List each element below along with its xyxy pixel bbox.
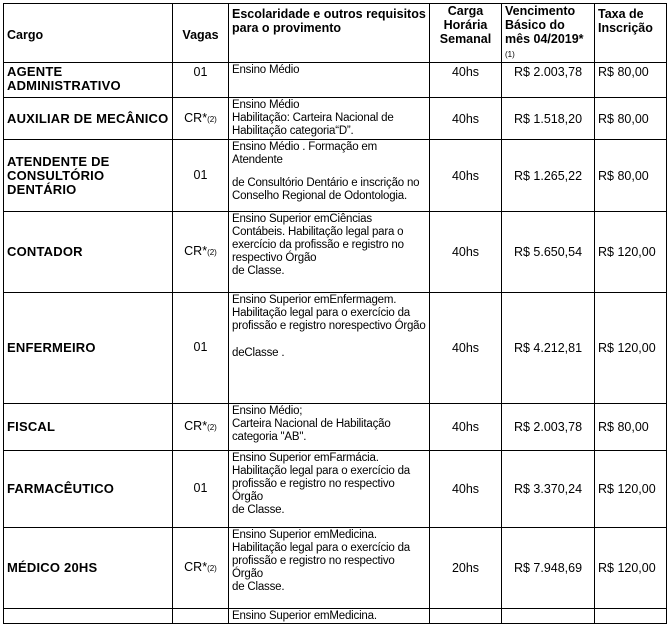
requisito-line: Ensino Superior emFarmácia. (232, 452, 379, 464)
cell-requisitos (229, 98, 430, 140)
requisito-line: Carteira Nacional de Habilitação categoria "AB". (232, 418, 391, 443)
cell-carga: 40hs (430, 212, 502, 293)
cell-cargo: ATENDENTE DE CONSULTÓRIO DENTÁRIO (4, 140, 173, 212)
vagas-note: (2) (207, 564, 217, 573)
header-vencimento-note: (1) (505, 50, 515, 59)
vagas-value: CR* (184, 110, 208, 125)
requisito-line: Ensino Superior emEnfermagem. Habilitação legal para o exercício da (232, 294, 410, 319)
header-cargo: Cargo (4, 4, 173, 63)
vagas-value: 01 (193, 481, 208, 495)
cell-requisitos (229, 212, 430, 293)
cell-vagas (173, 63, 229, 98)
requisito-line: de Classe. (232, 265, 285, 277)
cell-vagas (173, 140, 229, 212)
cell-vagas (173, 609, 229, 624)
vagas-value: CR* (184, 419, 208, 433)
cell-requisitos (229, 63, 430, 98)
requisito-line: Ensino Médio . Formação em Atendente (232, 141, 378, 166)
cell-vencimento: R$ 1.518,20 (502, 98, 595, 140)
requisito-line: Ensino Médio (232, 99, 300, 111)
requisito-line: Ensino Superior emCiências Contábeis. Habilitação legal para o exercício da profissão e registro no respectivo Órgão (232, 213, 404, 264)
cell-vencimento (502, 609, 595, 624)
cell-carga: 20hs (430, 528, 502, 609)
table-row (4, 140, 667, 212)
cell-vagas (173, 98, 229, 140)
requisito-line: Ensino Superior emMedicina. (232, 529, 377, 541)
cell-cargo (4, 609, 173, 624)
cell-requisitos (229, 293, 430, 404)
requisito-line: profissão e registro norespectivo Órgão (232, 320, 426, 332)
cell-carga: 40hs (430, 293, 502, 404)
requisito-line: Ensino Médio (232, 64, 300, 76)
vagas-value: 01 (193, 340, 208, 354)
header-vencimento (502, 4, 595, 63)
cell-taxa (595, 609, 667, 624)
cell-vencimento: R$ 2.003,78 (502, 404, 595, 451)
header-carga: Carga Horária Semanal (430, 4, 502, 63)
cell-requisitos (229, 451, 430, 528)
requisito-line: Ensino Médio; (232, 405, 303, 417)
cell-vagas (173, 212, 229, 293)
cell-carga: 40hs (430, 451, 502, 528)
cell-carga: 40hs (430, 63, 502, 98)
cargos-table (3, 3, 667, 624)
header-vagas: Vagas (173, 4, 229, 63)
requisito-line: de Classe. (232, 504, 285, 516)
cell-taxa: R$ 120,00 (595, 212, 667, 293)
cell-taxa: R$ 80,00 (595, 404, 667, 451)
cell-taxa: R$ 80,00 (595, 63, 667, 98)
cell-cargo: FISCAL (4, 404, 173, 451)
requisito-line: Habilitação legal para o exercício da (232, 542, 410, 554)
cell-carga: 40hs (430, 404, 502, 451)
cell-vagas (173, 293, 229, 404)
requisito-line: deClasse . (232, 347, 285, 359)
requisito-line: Habilitação: Carteira Nacional de Habilitação categoria“D”. (232, 112, 394, 137)
vagas-note: (2) (207, 248, 217, 257)
header-vencimento-text: Vencimento Básico do mês 04/2019* (505, 4, 584, 46)
header-row (4, 4, 667, 63)
cell-taxa: R$ 120,00 (595, 293, 667, 404)
cell-taxa: R$ 80,00 (595, 98, 667, 140)
cell-cargo: MÉDICO 20HS (4, 528, 173, 609)
header-taxa: Taxa de Inscrição (595, 4, 667, 63)
requisito-line: Ensino Superior emMedicina. (232, 610, 377, 622)
requisito-line: Habilitação legal para o exercício da (232, 465, 410, 477)
cell-vencimento: R$ 5.650,54 (502, 212, 595, 293)
vagas-value: 01 (193, 65, 208, 79)
cell-taxa: R$ 120,00 (595, 451, 667, 528)
table-row (4, 609, 667, 624)
cell-taxa: R$ 80,00 (595, 140, 667, 212)
cell-vencimento: R$ 2.003,78 (502, 63, 595, 98)
cell-taxa: R$ 120,00 (595, 528, 667, 609)
table-row (4, 212, 667, 293)
cell-vagas (173, 528, 229, 609)
requisito-line: profissão e registro no respectivo Órgão (232, 478, 395, 503)
requisito-line: de Classe. (232, 581, 285, 593)
cell-requisitos (229, 528, 430, 609)
cell-cargo: AUXILIAR DE MECÂNICO (4, 98, 173, 140)
vagas-value: CR* (184, 244, 208, 258)
vagas-value: CR* (184, 560, 208, 574)
cell-vencimento: R$ 3.370,24 (502, 451, 595, 528)
requisito-line: profissão e registro no respectivo Órgão (232, 555, 395, 580)
table-row (4, 293, 667, 404)
vagas-note: (2) (207, 114, 217, 124)
cell-cargo: ENFERMEIRO (4, 293, 173, 404)
table-row (4, 98, 667, 140)
cell-vencimento: R$ 1.265,22 (502, 140, 595, 212)
cell-requisitos (229, 140, 430, 212)
vagas-value: 01 (193, 167, 208, 182)
cell-vencimento: R$ 4.212,81 (502, 293, 595, 404)
table-row (4, 63, 667, 98)
vagas-note: (2) (207, 423, 217, 432)
cell-vagas (173, 404, 229, 451)
cell-cargo: CONTADOR (4, 212, 173, 293)
cell-cargo: AGENTE ADMINISTRATIVO (4, 63, 173, 98)
cell-requisitos (229, 404, 430, 451)
table-row (4, 528, 667, 609)
cell-vencimento: R$ 7.948,69 (502, 528, 595, 609)
cell-carga (430, 609, 502, 624)
cell-requisitos (229, 609, 430, 624)
cell-carga: 40hs (430, 98, 502, 140)
header-requisitos: Escolaridade e outros requisitos para o provimento (229, 4, 430, 63)
cell-vagas (173, 451, 229, 528)
cell-cargo: FARMACÊUTICO (4, 451, 173, 528)
cell-carga: 40hs (430, 140, 502, 212)
requisito-line: de Consultório Dentário e inscrição no Conselho Regional de Odontologia. (232, 177, 420, 202)
table-row (4, 451, 667, 528)
table-row (4, 404, 667, 451)
